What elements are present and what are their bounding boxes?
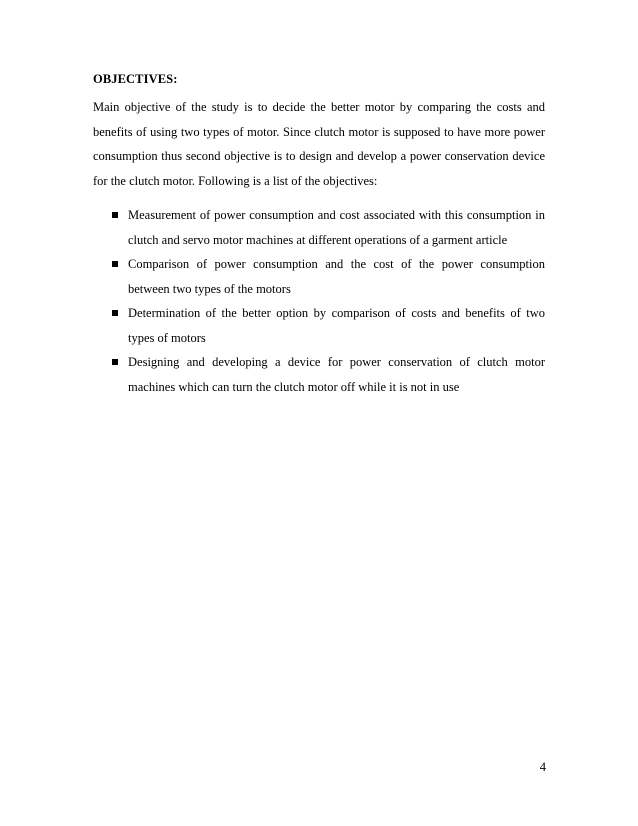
objective-text: Designing and developing a device for power conservation of clutch motor machines which can turn the clutch motor off while it is not in use [128,355,545,394]
list-item [93,203,545,252]
objective-text: Measurement of power consumption and cost associated with this consumption in clutch and servo motor machines at different operations of a garment article [128,208,545,247]
objective-text: Comparison of power consumption and the cost of the power consumption between two types of the motors [128,257,545,296]
section-heading: OBJECTIVES: [93,72,178,86]
list-item [93,350,545,399]
square-bullet-icon [112,212,118,218]
square-bullet-icon [112,261,118,267]
intro-paragraph: Main objective of the study is to decide the better motor by comparing the costs and benefits of using two types of motor. Since clutch motor is supposed to have more power consumption thus second objective is to design and develop a power conservation device for the clutch motor. Following is a list of the objectives: [93,100,545,188]
page-number: 4 [539,760,546,774]
objective-text: Determination of the better option by comparison of costs and benefits of two types of motors [128,306,545,345]
list-item [93,301,545,350]
square-bullet-icon [112,359,118,365]
list-item [93,252,545,301]
square-bullet-icon [112,310,118,316]
objectives-list [93,203,545,399]
